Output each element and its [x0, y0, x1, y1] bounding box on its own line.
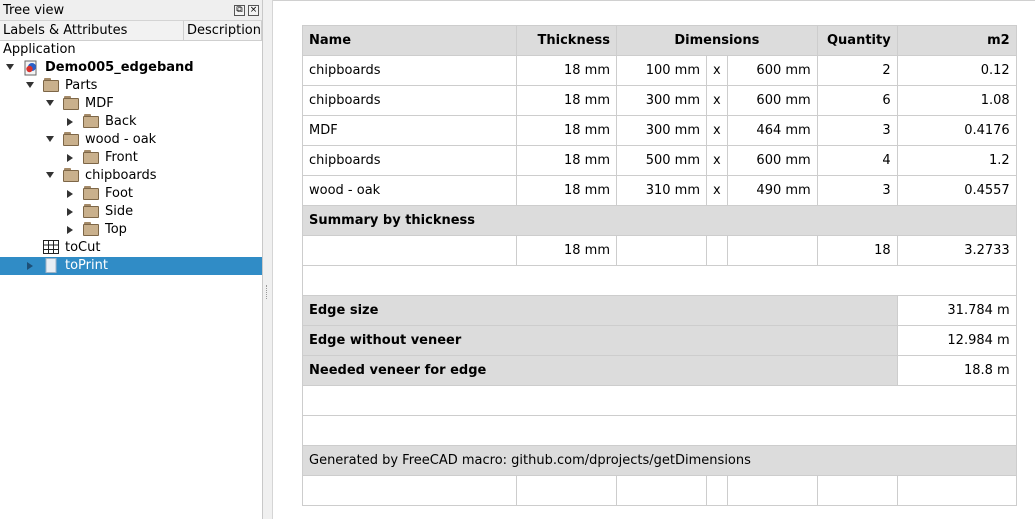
collapse-arrow-icon[interactable]: [27, 262, 33, 270]
cell-dim1: 310 mm: [617, 176, 707, 206]
folder-icon: [83, 186, 99, 200]
cell-quantity: 4: [817, 146, 897, 176]
empty-row: [303, 386, 1017, 416]
cell-empty: [617, 236, 707, 266]
tree-item-top[interactable]: [0, 221, 262, 239]
cell-name: chipboards: [303, 56, 517, 86]
summary-row: [303, 236, 1017, 266]
tree-item-label: Back: [105, 114, 137, 129]
tree-item-label: wood - oak: [85, 132, 157, 147]
cell-dim1: 100 mm: [617, 56, 707, 86]
float-icon[interactable]: ⧉: [234, 5, 245, 16]
table-header-row: [303, 26, 1017, 56]
cell-thickness: 18 mm: [517, 146, 617, 176]
header-thickness: Thickness: [517, 26, 617, 56]
empty-row: [303, 266, 1017, 296]
folder-icon: [83, 204, 99, 218]
table-row: [303, 56, 1017, 86]
summary-header-row: [303, 206, 1017, 236]
collapse-arrow-icon[interactable]: [67, 190, 73, 198]
tree-item-label: Demo005_edgeband: [45, 60, 194, 75]
cell-name: MDF: [303, 116, 517, 146]
expand-arrow-icon[interactable]: [26, 82, 34, 88]
cell-empty: [303, 416, 1017, 446]
folder-icon: [83, 150, 99, 164]
edge-row: [303, 356, 1017, 386]
folder-icon: [43, 78, 59, 92]
tree-column-header: [0, 21, 262, 41]
expand-arrow-icon[interactable]: [46, 100, 54, 106]
cell-m2: 0.12: [897, 56, 1016, 86]
generated-by-note: Generated by FreeCAD macro: github.com/dprojects/getDimensions: [303, 446, 1017, 476]
footer-row: [303, 446, 1017, 476]
table-row: [303, 176, 1017, 206]
tree-item-label: Front: [105, 150, 138, 165]
page-icon: [43, 258, 59, 273]
tree-item-label: Parts: [65, 78, 98, 93]
edge-value: 12.984 m: [897, 326, 1016, 356]
cell-empty: [707, 476, 728, 506]
cell-empty: [707, 236, 728, 266]
tree-item-toprint[interactable]: [0, 257, 262, 275]
cell-quantity: 3: [817, 116, 897, 146]
cell-x: x: [707, 116, 728, 146]
folder-icon: [63, 168, 79, 182]
table-row: [303, 116, 1017, 146]
edge-label: Edge size: [303, 296, 898, 326]
tree-view-title: Tree view: [3, 2, 65, 18]
folder-icon: [83, 114, 99, 128]
cell-dim2: 600 mm: [727, 86, 817, 116]
header-name: Name: [303, 26, 517, 56]
collapse-arrow-icon[interactable]: [67, 118, 73, 126]
table-row: [303, 146, 1017, 176]
print-sheet-view: [273, 0, 1035, 519]
edge-label: Edge without veneer: [303, 326, 898, 356]
collapse-arrow-icon[interactable]: [67, 226, 73, 234]
tree-view-panel: [0, 0, 263, 519]
tree-item-back[interactable]: [0, 113, 262, 131]
column-description[interactable]: Description: [184, 21, 262, 40]
header-quantity: Quantity: [817, 26, 897, 56]
tree-view-titlebar: [0, 0, 262, 21]
cell-empty: [303, 476, 517, 506]
spreadsheet-icon: [43, 240, 59, 255]
cell-dim2: 464 mm: [727, 116, 817, 146]
cell-dim2: 490 mm: [727, 176, 817, 206]
document-icon: [23, 60, 39, 75]
edge-value: 18.8 m: [897, 356, 1016, 386]
tree-item-document[interactable]: [0, 59, 262, 77]
expand-arrow-icon[interactable]: [46, 172, 54, 178]
tree-item-tocut[interactable]: [0, 239, 262, 257]
summary-quantity: 18: [817, 236, 897, 266]
tree-item-foot[interactable]: [0, 185, 262, 203]
tree-item-label: toCut: [65, 240, 101, 255]
cell-empty: [817, 476, 897, 506]
close-icon[interactable]: ×: [249, 4, 258, 15]
cell-thickness: 18 mm: [517, 176, 617, 206]
cell-dim1: 300 mm: [617, 86, 707, 116]
tree-item-parts[interactable]: [0, 77, 262, 95]
empty-row: [303, 476, 1017, 506]
dimensions-table: [302, 25, 1017, 506]
header-dimensions: Dimensions: [617, 26, 818, 56]
application-label: Application: [3, 42, 76, 57]
cell-empty: [303, 266, 1017, 296]
cell-m2: 1.2: [897, 146, 1016, 176]
edge-value: 31.784 m: [897, 296, 1016, 326]
cell-quantity: 6: [817, 86, 897, 116]
cell-quantity: 3: [817, 176, 897, 206]
folder-icon: [63, 132, 79, 146]
edge-label: Needed veneer for edge: [303, 356, 898, 386]
folder-icon: [83, 222, 99, 236]
cell-x: x: [707, 56, 728, 86]
cell-empty: [617, 476, 707, 506]
cell-x: x: [707, 176, 728, 206]
folder-icon: [63, 96, 79, 110]
cell-empty: [303, 386, 1017, 416]
cell-empty: [727, 476, 817, 506]
cell-thickness: 18 mm: [517, 116, 617, 146]
tree-item-label: toPrint: [65, 258, 108, 273]
table-row: [303, 86, 1017, 116]
expand-arrow-icon[interactable]: [6, 64, 14, 70]
cell-m2: 0.4176: [897, 116, 1016, 146]
tree-item-label: Foot: [105, 186, 134, 201]
tree-item-label: MDF: [85, 96, 114, 111]
tree-item-side[interactable]: [0, 203, 262, 221]
collapse-arrow-icon[interactable]: [67, 208, 73, 216]
cell-empty: [517, 476, 617, 506]
header-m2: m2: [897, 26, 1016, 56]
panel-splitter[interactable]: [263, 0, 273, 519]
tree-item-label: chipboards: [85, 168, 157, 183]
cell-dim1: 500 mm: [617, 146, 707, 176]
tree-item-mdf[interactable]: [0, 95, 262, 113]
cell-x: x: [707, 146, 728, 176]
tree-item-label: Top: [105, 222, 127, 237]
tree-item-label: Side: [105, 204, 134, 219]
cell-dim1: 300 mm: [617, 116, 707, 146]
cell-m2: 1.08: [897, 86, 1016, 116]
column-labels-attributes[interactable]: Labels & Attributes: [0, 21, 184, 40]
cell-empty: [727, 236, 817, 266]
empty-row: [303, 416, 1017, 446]
cell-dim2: 600 mm: [727, 56, 817, 86]
summary-m2: 3.2733: [897, 236, 1016, 266]
cell-thickness: 18 mm: [517, 56, 617, 86]
cell-quantity: 2: [817, 56, 897, 86]
cell-m2: 0.4557: [897, 176, 1016, 206]
cell-dim2: 600 mm: [727, 146, 817, 176]
cell-name: chipboards: [303, 146, 517, 176]
cell-empty: [303, 236, 517, 266]
summary-thickness: 18 mm: [517, 236, 617, 266]
expand-arrow-icon[interactable]: [46, 136, 54, 142]
summary-title: Summary by thickness: [303, 206, 1017, 236]
cell-empty: [897, 476, 1016, 506]
cell-name: wood - oak: [303, 176, 517, 206]
cell-thickness: 18 mm: [517, 86, 617, 116]
tree-item-wood-oak[interactable]: [0, 131, 262, 149]
edge-row: [303, 326, 1017, 356]
tree-item-front[interactable]: [0, 149, 262, 167]
edge-row: [303, 296, 1017, 326]
tree-item-chipboards[interactable]: [0, 167, 262, 185]
collapse-arrow-icon[interactable]: [67, 154, 73, 162]
cell-x: x: [707, 86, 728, 116]
cell-name: chipboards: [303, 86, 517, 116]
